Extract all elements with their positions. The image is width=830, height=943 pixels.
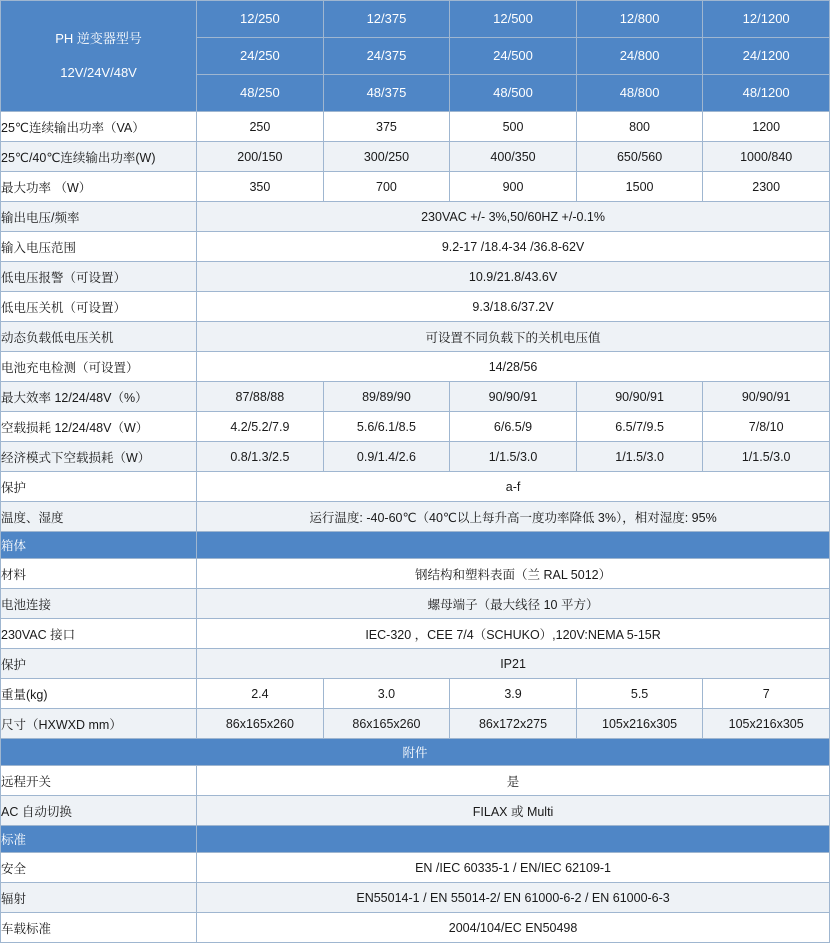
row-label: 远程开关 xyxy=(1,766,197,796)
table-row xyxy=(1,679,830,709)
row-cell: 89/89/90 xyxy=(323,382,450,412)
header-col-1-line2: 24/250 xyxy=(197,38,324,75)
row-cell-merged: IEC-320 ，CEE 7/4（SCHUKO）,120V:NEMA 5-15R xyxy=(197,619,830,649)
row-cell: 4.2/5.2/7.9 xyxy=(197,412,324,442)
table-row xyxy=(1,382,830,412)
header-col-4-line1: 12/800 xyxy=(576,1,703,38)
header-col-2-line2: 24/375 xyxy=(323,38,450,75)
row-cell: 5.6/6.1/8.5 xyxy=(323,412,450,442)
row-label: 动态负载低电压关机 xyxy=(1,322,197,352)
row-label: 车载标准 xyxy=(1,913,197,943)
row-label: AC 自动切换 xyxy=(1,796,197,826)
row-cell-merged: FILAX 或 Multi xyxy=(197,796,830,826)
row-cell: 1200 xyxy=(703,112,830,142)
row-cell: 86x165x260 xyxy=(197,709,324,739)
row-label: 保护 xyxy=(1,472,197,502)
row-cell: 6/6.5/9 xyxy=(450,412,577,442)
row-cell-merged: 9.3/18.6/37.2V xyxy=(197,292,830,322)
row-label: 最大功率 （W） xyxy=(1,172,197,202)
row-label: 230VAC 接口 xyxy=(1,619,197,649)
table-row xyxy=(1,883,830,913)
table-row xyxy=(1,853,830,883)
row-label: 电池充电检测（可设置） xyxy=(1,352,197,382)
row-cell: 350 xyxy=(197,172,324,202)
row-cell: 500 xyxy=(450,112,577,142)
table-row xyxy=(1,649,830,679)
row-cell: 0.9/1.4/2.6 xyxy=(323,442,450,472)
row-cell-merged: 14/28/56 xyxy=(197,352,830,382)
row-label: 材料 xyxy=(1,559,197,589)
section-bar-filler xyxy=(197,532,830,559)
row-cell: 1500 xyxy=(576,172,703,202)
table-row xyxy=(1,766,830,796)
table-row xyxy=(1,292,830,322)
row-cell-merged: 运行温度: -40-60℃（40℃以上每升高一度功率降低 3%），相对湿度: 95% xyxy=(197,502,830,532)
row-cell-merged: 2004/104/EC EN50498 xyxy=(197,913,830,943)
row-label: 25℃连续输出功率（VA） xyxy=(1,112,197,142)
row-cell: 87/88/88 xyxy=(197,382,324,412)
row-label: 空载损耗 12/24/48V（W） xyxy=(1,412,197,442)
table-row xyxy=(1,322,830,352)
header-col-4-line3: 48/800 xyxy=(576,75,703,112)
header-col-2-line1: 12/375 xyxy=(323,1,450,38)
row-cell: 3.0 xyxy=(323,679,450,709)
header-col-1-line1: 12/250 xyxy=(197,1,324,38)
row-cell-merged: 9.2-17 /18.4-34 /36.8-62V xyxy=(197,232,830,262)
row-cell: 900 xyxy=(450,172,577,202)
row-cell: 1000/840 xyxy=(703,142,830,172)
row-cell: 86x172x275 xyxy=(450,709,577,739)
table-row xyxy=(1,142,830,172)
table-row xyxy=(1,442,830,472)
header-col-5-line2: 24/1200 xyxy=(703,38,830,75)
table-row xyxy=(1,913,830,943)
table-row xyxy=(1,412,830,442)
row-cell: 86x165x260 xyxy=(323,709,450,739)
row-label: 温度、湿度 xyxy=(1,502,197,532)
section-header-enclosure xyxy=(1,532,830,559)
row-cell: 6.5/7/9.5 xyxy=(576,412,703,442)
table-row xyxy=(1,472,830,502)
section-bar-filler xyxy=(197,826,830,853)
row-label: 安全 xyxy=(1,853,197,883)
table-row xyxy=(1,352,830,382)
header-col-3-line2: 24/500 xyxy=(450,38,577,75)
table-row xyxy=(1,796,830,826)
table-row xyxy=(1,232,830,262)
header-col-2-line3: 48/375 xyxy=(323,75,450,112)
row-cell: 300/250 xyxy=(323,142,450,172)
row-label: 重量(kg) xyxy=(1,679,197,709)
table-row xyxy=(1,619,830,649)
table-row xyxy=(1,202,830,232)
row-cell: 1/1.5/3.0 xyxy=(450,442,577,472)
row-cell-merged: EN /IEC 60335-1 / EN/IEC 62109-1 xyxy=(197,853,830,883)
row-cell: 2300 xyxy=(703,172,830,202)
row-cell: 1/1.5/3.0 xyxy=(576,442,703,472)
row-label: 低电压关机（可设置） xyxy=(1,292,197,322)
row-label: 尺寸（HXWXD mm） xyxy=(1,709,197,739)
row-cell-merged: 230VAC +/- 3%,50/60HZ +/-0.1% xyxy=(197,202,830,232)
table-row xyxy=(1,589,830,619)
header-model-label-line2: 12V/24V/48V xyxy=(60,65,137,80)
row-label: 25℃/40℃连续输出功率(W) xyxy=(1,142,197,172)
row-cell-merged: 可设置不同负载下的关机电压值 xyxy=(197,322,830,352)
table-header-row xyxy=(1,1,830,38)
row-cell-merged: 是 xyxy=(197,766,830,796)
row-cell: 0.8/1.3/2.5 xyxy=(197,442,324,472)
row-cell: 250 xyxy=(197,112,324,142)
table-row xyxy=(1,502,830,532)
row-cell: 700 xyxy=(323,172,450,202)
section-header-accessories xyxy=(1,739,830,766)
row-cell: 7 xyxy=(703,679,830,709)
header-model-label-line1: PH 逆变器型号 xyxy=(55,31,142,46)
table-row xyxy=(1,172,830,202)
section-title: 附件 xyxy=(1,739,830,766)
row-cell: 400/350 xyxy=(450,142,577,172)
row-label: 经济模式下空载损耗（W） xyxy=(1,442,197,472)
table-row xyxy=(1,112,830,142)
header-col-5-line3: 48/1200 xyxy=(703,75,830,112)
row-cell: 200/150 xyxy=(197,142,324,172)
header-col-3-line3: 48/500 xyxy=(450,75,577,112)
row-cell-merged: 10.9/21.8/43.6V xyxy=(197,262,830,292)
row-label: 输出电压/频率 xyxy=(1,202,197,232)
row-label: 输入电压范围 xyxy=(1,232,197,262)
row-cell: 375 xyxy=(323,112,450,142)
row-label: 最大效率 12/24/48V（%） xyxy=(1,382,197,412)
row-cell: 650/560 xyxy=(576,142,703,172)
header-col-3-line1: 12/500 xyxy=(450,1,577,38)
header-col-5-line1: 12/1200 xyxy=(703,1,830,38)
row-cell-merged: 螺母端子（最大线径 10 平方） xyxy=(197,589,830,619)
table-row xyxy=(1,559,830,589)
row-label: 保护 xyxy=(1,649,197,679)
section-title: 箱体 xyxy=(1,532,197,559)
row-cell-merged: IP21 xyxy=(197,649,830,679)
row-cell: 800 xyxy=(576,112,703,142)
header-col-4-line2: 24/800 xyxy=(576,38,703,75)
row-label: 辐射 xyxy=(1,883,197,913)
header-col-1-line3: 48/250 xyxy=(197,75,324,112)
section-header-standards xyxy=(1,826,830,853)
row-cell: 7/8/10 xyxy=(703,412,830,442)
row-cell: 105x216x305 xyxy=(703,709,830,739)
row-label: 低电压报警（可设置） xyxy=(1,262,197,292)
row-label: 电池连接 xyxy=(1,589,197,619)
row-cell: 90/90/91 xyxy=(450,382,577,412)
row-cell: 1/1.5/3.0 xyxy=(703,442,830,472)
table-row xyxy=(1,709,830,739)
row-cell: 90/90/91 xyxy=(576,382,703,412)
row-cell: 3.9 xyxy=(450,679,577,709)
header-model-label xyxy=(1,1,197,112)
row-cell: 90/90/91 xyxy=(703,382,830,412)
row-cell-merged: EN55014-1 / EN 55014-2/ EN 61000-6-2 / EN 61000-6-3 xyxy=(197,883,830,913)
row-cell: 5.5 xyxy=(576,679,703,709)
row-cell: 2.4 xyxy=(197,679,324,709)
section-title: 标准 xyxy=(1,826,197,853)
row-cell: 105x216x305 xyxy=(576,709,703,739)
table-row xyxy=(1,262,830,292)
row-cell-merged: 钢结构和塑料表面（兰 RAL 5012） xyxy=(197,559,830,589)
row-cell-merged: a-f xyxy=(197,472,830,502)
